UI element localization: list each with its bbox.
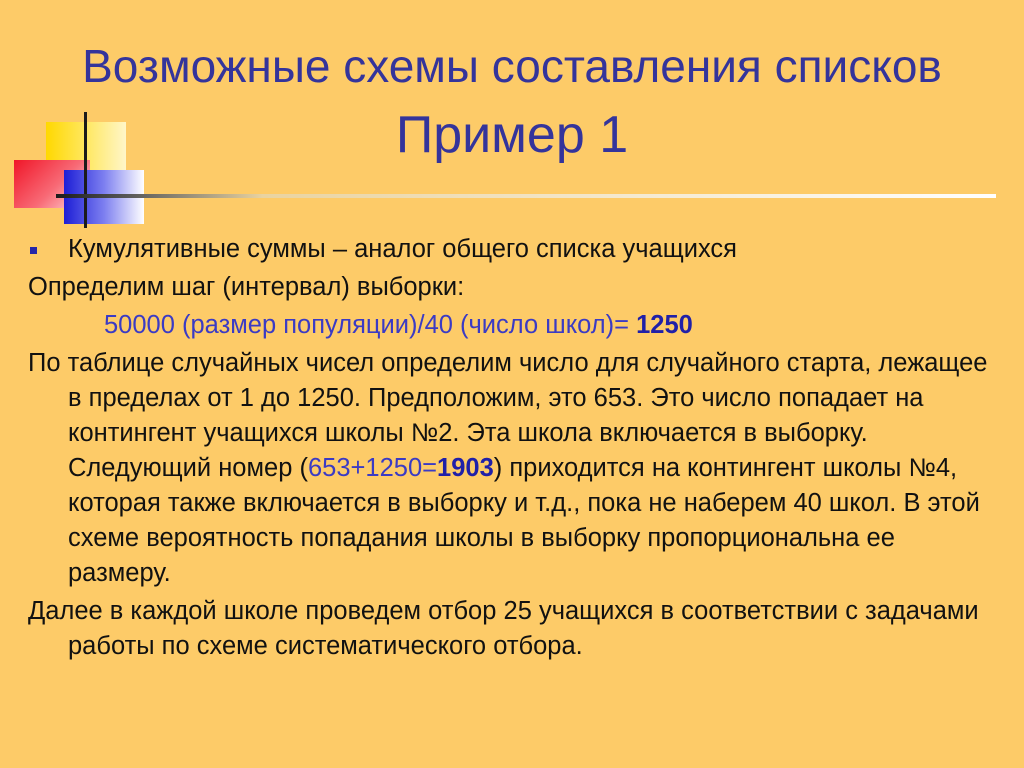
formula-expression: 50000 (размер популяции)/40 (число школ)= [104,311,637,339]
paragraph-text-before: По таблице случайных чисел определим число для случайного старта, лежащее в пределах от 1 до 1250. Предположим, это 653. Это число попадает на контингент учащихся школы №2. Эта школа включается в выборку. Следующий номер ( [28,349,988,482]
random-start-paragraph [28,346,996,591]
bullet-item [28,232,996,267]
bullet-text: Кумулятивные суммы – аналог общего списка учащихся [68,235,737,263]
formula-result: 1250 [636,311,693,339]
final-paragraph: Далее в каждой школе проведем отбор 25 учащихся в соответствии с задачами работы по схеме систематического отбора. [28,597,979,660]
interval-formula [28,308,996,343]
calc-result: 1903 [437,454,494,482]
slide-subtitle: Пример 1 [395,106,629,164]
square-bullet-icon [30,247,37,254]
paragraph-text-after: ) приходится на контингент школы №4, которая также включается в выборку и т.д., пока не наберем 40 школ. В этой схеме вероятность попадания школы в выборку пропорциональна ее размеру. [68,454,980,587]
title-underline [56,194,996,198]
calc-expression: 653+1250= [307,454,438,482]
slide-title: Возможные схемы составления списков [82,40,942,92]
slide-body [28,232,996,667]
step-paragraph: Определим шаг (интервал) выборки: [28,273,465,301]
